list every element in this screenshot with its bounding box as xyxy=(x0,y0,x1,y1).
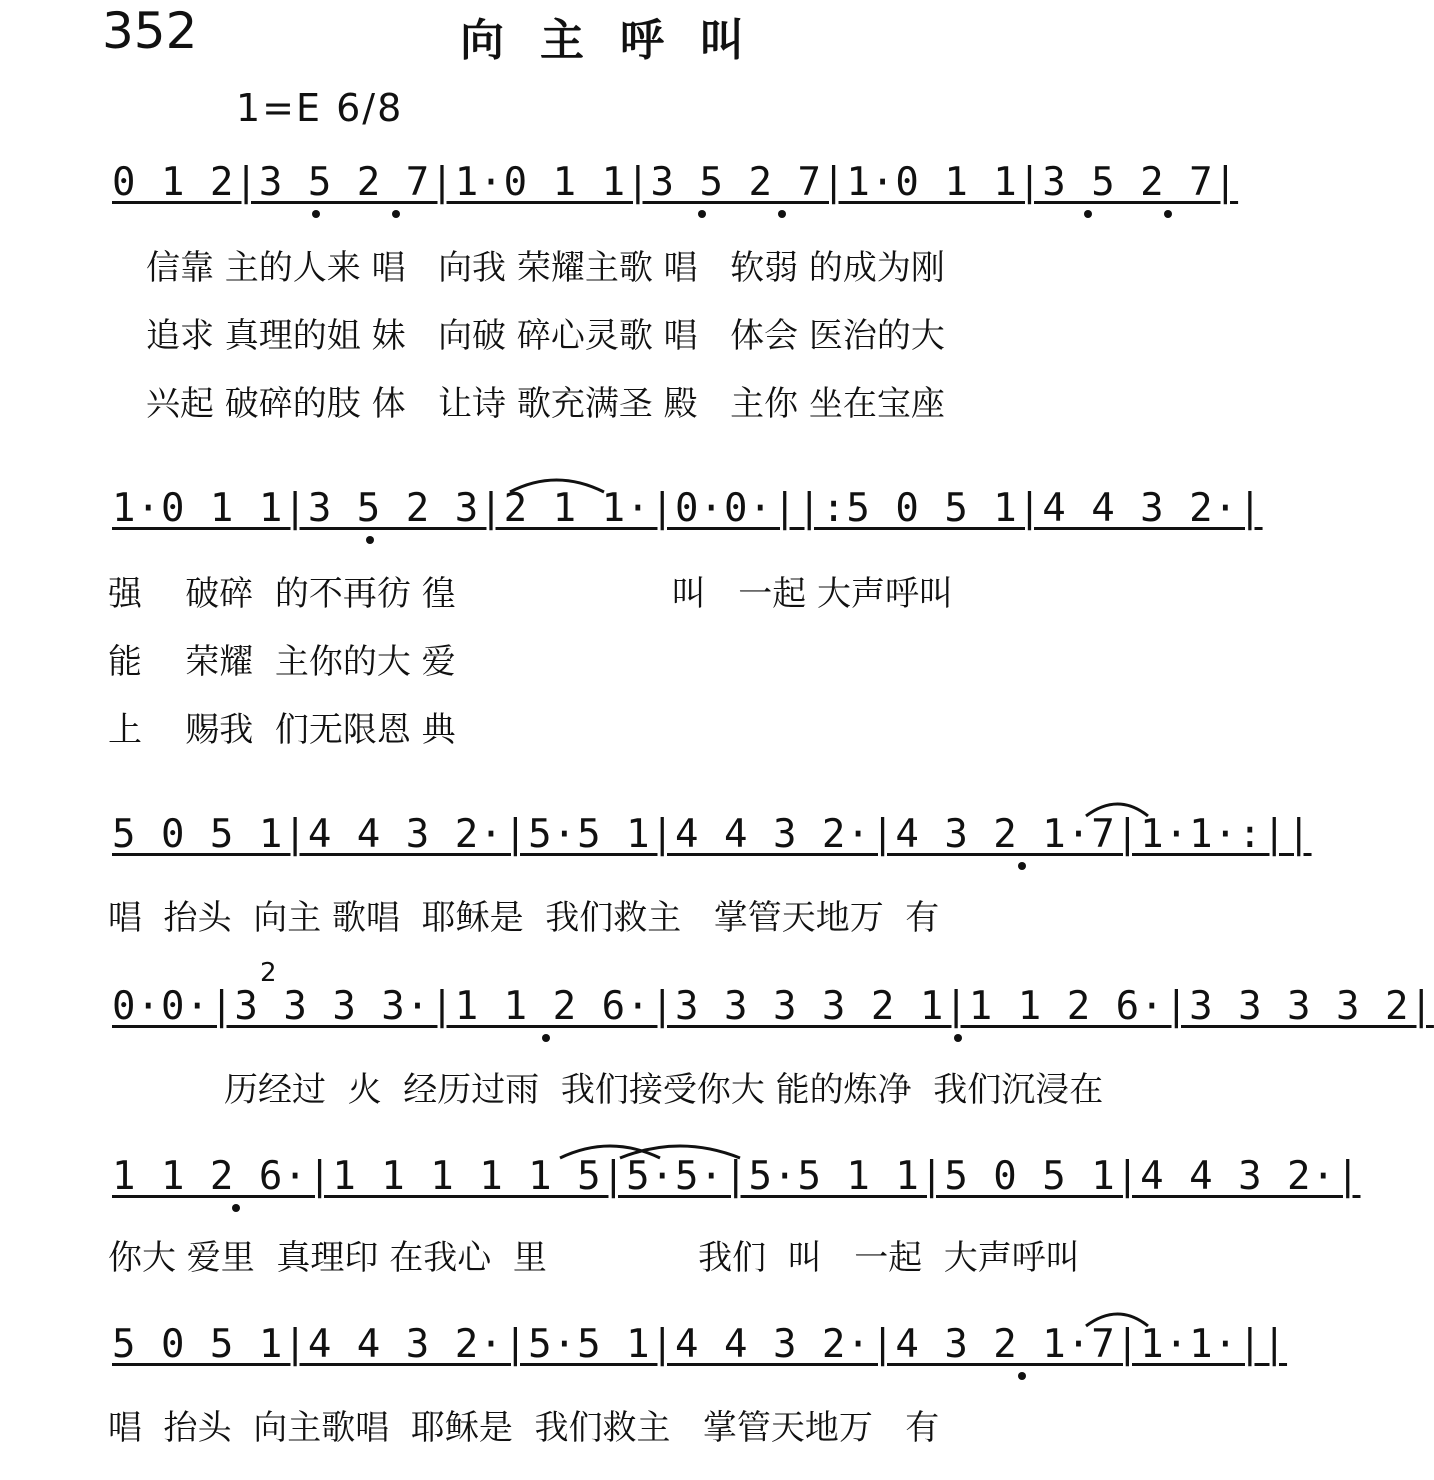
octave-dot xyxy=(954,1034,962,1042)
octave-dot xyxy=(1084,210,1092,218)
octave-dot xyxy=(1018,1372,1026,1380)
notation-line-1: 0 1 2|3 5 2 7|1·0 1 1|3 5 2 7|1·0 1 1|3 5 2 7| xyxy=(112,160,1239,205)
lyric-line-1-verse-2: 追求 真理的姐 妹 向破 碎心灵歌 唱 体会 医治的大 xyxy=(146,316,945,356)
lyric-line-2-verse-2: 能 荣耀 主你的大 爱 xyxy=(108,642,456,682)
lyric-line-2-verse-1: 强 破碎 的不再彷 徨 叫 一起 大声呼叫 xyxy=(108,574,954,614)
octave-dot xyxy=(778,210,786,218)
hymn-number: 352 xyxy=(102,2,198,60)
octave-dot xyxy=(366,536,374,544)
lyric-line-4: 历经过 火 经历过雨 我们接受你大 能的炼净 我们沉浸在 xyxy=(224,1070,1104,1110)
notation-line-3: 5 0 5 1|4 4 3 2·|5·5 1|4 4 3 2·|4 3 2 1·7|1·1·:|| xyxy=(112,812,1312,857)
hymn-title: 向主呼叫 xyxy=(460,15,780,66)
notation-line-5: 1 1 2 6·|1 1 1 1 1 5|5·5·|5·5 1 1|5 0 5 1|4 4 3 2·| xyxy=(112,1154,1361,1199)
notation-line-2: 1·0 1 1|3 5 2 3|2 1 1·|0·0·||:5 0 5 1|4 4 3 2·| xyxy=(112,486,1263,531)
notation-line-6: 5 0 5 1|4 4 3 2·|5·5 1|4 4 3 2·|4 3 2 1·7|1·1·|| xyxy=(112,1322,1288,1367)
octave-dot xyxy=(542,1034,550,1042)
lyric-line-2-verse-3: 上 赐我 们无限恩 典 xyxy=(108,710,456,750)
octave-dot xyxy=(698,210,706,218)
lyric-line-3: 唱 抬头 向主 歌唱 耶稣是 我们救主 掌管天地万 有 xyxy=(108,898,940,938)
lyric-line-1-verse-1: 信靠 主的人来 唱 向我 荣耀主歌 唱 软弱 的成为刚 xyxy=(146,248,945,288)
grace-note: 2 xyxy=(260,958,277,988)
key-signature: 1=E 6/8 xyxy=(236,86,404,130)
octave-dot xyxy=(232,1204,240,1212)
lyric-line-1-verse-3: 兴起 破碎的肢 体 让诗 歌充满圣 殿 主你 坐在宝座 xyxy=(146,384,945,424)
octave-dot xyxy=(1164,210,1172,218)
octave-dot xyxy=(1018,862,1026,870)
octave-dot xyxy=(392,210,400,218)
octave-dot xyxy=(312,210,320,218)
notation-line-4: 0·0·|3 3 3 3·|1 1 2 6·|3 3 3 3 2 1|1 1 2 6·|3 3 3 3 2| xyxy=(112,984,1434,1029)
lyric-line-5: 你大 爱里 真理印 在我心 里 我们 叫 一起 大声呼叫 xyxy=(108,1238,1080,1278)
lyric-line-6: 唱 抬头 向主歌唱 耶稣是 我们救主 掌管天地万 有 xyxy=(108,1408,940,1448)
